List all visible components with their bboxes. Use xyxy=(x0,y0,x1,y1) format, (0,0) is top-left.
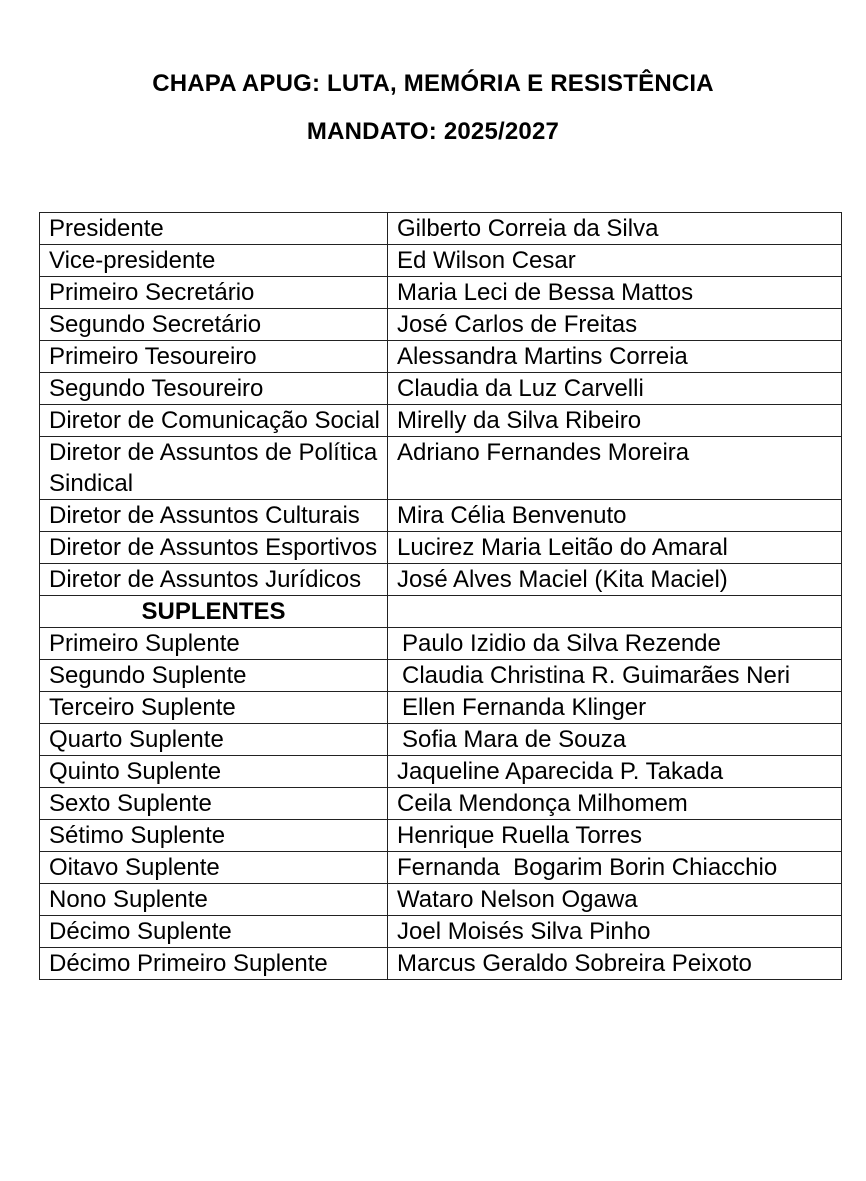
name-cell: Lucirez Maria Leitão do Amaral xyxy=(388,532,842,564)
role-cell: Segundo Suplente xyxy=(40,660,388,692)
name-cell: José Alves Maciel (Kita Maciel) xyxy=(388,564,842,596)
role-cell: Terceiro Suplente xyxy=(40,692,388,724)
name-cell: Mira Célia Benvenuto xyxy=(388,500,842,532)
role-cell: Diretor de Assuntos Esportivos xyxy=(40,532,388,564)
table-row xyxy=(40,756,842,788)
table-row xyxy=(40,245,842,277)
name-cell: Ed Wilson Cesar xyxy=(388,245,842,277)
table-row xyxy=(40,724,842,756)
table-row xyxy=(40,309,842,341)
table-row xyxy=(40,532,842,564)
role-cell: Diretor de Assuntos Jurídicos xyxy=(40,564,388,596)
role-cell: Diretor de Assuntos de Política Sindical xyxy=(40,437,388,500)
role-cell: Primeiro Secretário xyxy=(40,277,388,309)
name-cell: Marcus Geraldo Sobreira Peixoto xyxy=(388,948,842,980)
name-cell: Maria Leci de Bessa Mattos xyxy=(388,277,842,309)
name-cell: Mirelly da Silva Ribeiro xyxy=(388,405,842,437)
name-cell: Ellen Fernanda Klinger xyxy=(388,692,842,724)
role-cell: Oitavo Suplente xyxy=(40,852,388,884)
name-cell: José Carlos de Freitas xyxy=(388,309,842,341)
substitutes-heading: SUPLENTES xyxy=(40,596,388,628)
name-cell: Ceila Mendonça Milhomem xyxy=(388,788,842,820)
table-row xyxy=(40,852,842,884)
role-cell: Décimo Primeiro Suplente xyxy=(40,948,388,980)
table-row xyxy=(40,948,842,980)
table-row xyxy=(40,820,842,852)
roster-table xyxy=(39,212,842,980)
name-cell: Claudia da Luz Carvelli xyxy=(388,373,842,405)
document-title: CHAPA APUG: LUTA, MEMÓRIA E RESISTÊNCIA xyxy=(152,70,714,97)
name-cell: Henrique Ruella Torres xyxy=(388,820,842,852)
role-cell: Sexto Suplente xyxy=(40,788,388,820)
name-cell: Jaqueline Aparecida P. Takada xyxy=(388,756,842,788)
section-row xyxy=(40,596,842,628)
role-cell: Décimo Suplente xyxy=(40,916,388,948)
role-cell: Vice-presidente xyxy=(40,245,388,277)
role-cell: Quarto Suplente xyxy=(40,724,388,756)
table-row xyxy=(40,692,842,724)
table-row xyxy=(40,373,842,405)
role-cell: Presidente xyxy=(40,213,388,245)
role-cell: Diretor de Comunicação Social xyxy=(40,405,388,437)
name-cell: Gilberto Correia da Silva xyxy=(388,213,842,245)
name-cell: Wataro Nelson Ogawa xyxy=(388,884,842,916)
table-row xyxy=(40,788,842,820)
name-cell: Joel Moisés Silva Pinho xyxy=(388,916,842,948)
table-row xyxy=(40,628,842,660)
table-row xyxy=(40,277,842,309)
name-cell: Fernanda Bogarim Borin Chiacchio xyxy=(388,852,842,884)
name-cell: Sofia Mara de Souza xyxy=(388,724,842,756)
role-cell: Nono Suplente xyxy=(40,884,388,916)
table-row xyxy=(40,500,842,532)
name-cell: Alessandra Martins Correia xyxy=(388,341,842,373)
table-row xyxy=(40,405,842,437)
role-cell: Quinto Suplente xyxy=(40,756,388,788)
role-cell: Diretor de Assuntos Culturais xyxy=(40,500,388,532)
table-row xyxy=(40,341,842,373)
table-row xyxy=(40,884,842,916)
name-cell: Claudia Christina R. Guimarães Neri xyxy=(388,660,842,692)
role-cell: Sétimo Suplente xyxy=(40,820,388,852)
role-cell: Primeiro Tesoureiro xyxy=(40,341,388,373)
name-cell: Paulo Izidio da Silva Rezende xyxy=(388,628,842,660)
table-row xyxy=(40,916,842,948)
table-row xyxy=(40,660,842,692)
table-row xyxy=(40,213,842,245)
table-row xyxy=(40,564,842,596)
empty-cell xyxy=(388,596,842,628)
role-cell: Segundo Secretário xyxy=(40,309,388,341)
mandate-period: MANDATO: 2025/2027 xyxy=(306,118,560,145)
table-row xyxy=(40,437,842,500)
role-cell: Primeiro Suplente xyxy=(40,628,388,660)
name-cell: Adriano Fernandes Moreira xyxy=(388,437,842,500)
role-cell: Segundo Tesoureiro xyxy=(40,373,388,405)
